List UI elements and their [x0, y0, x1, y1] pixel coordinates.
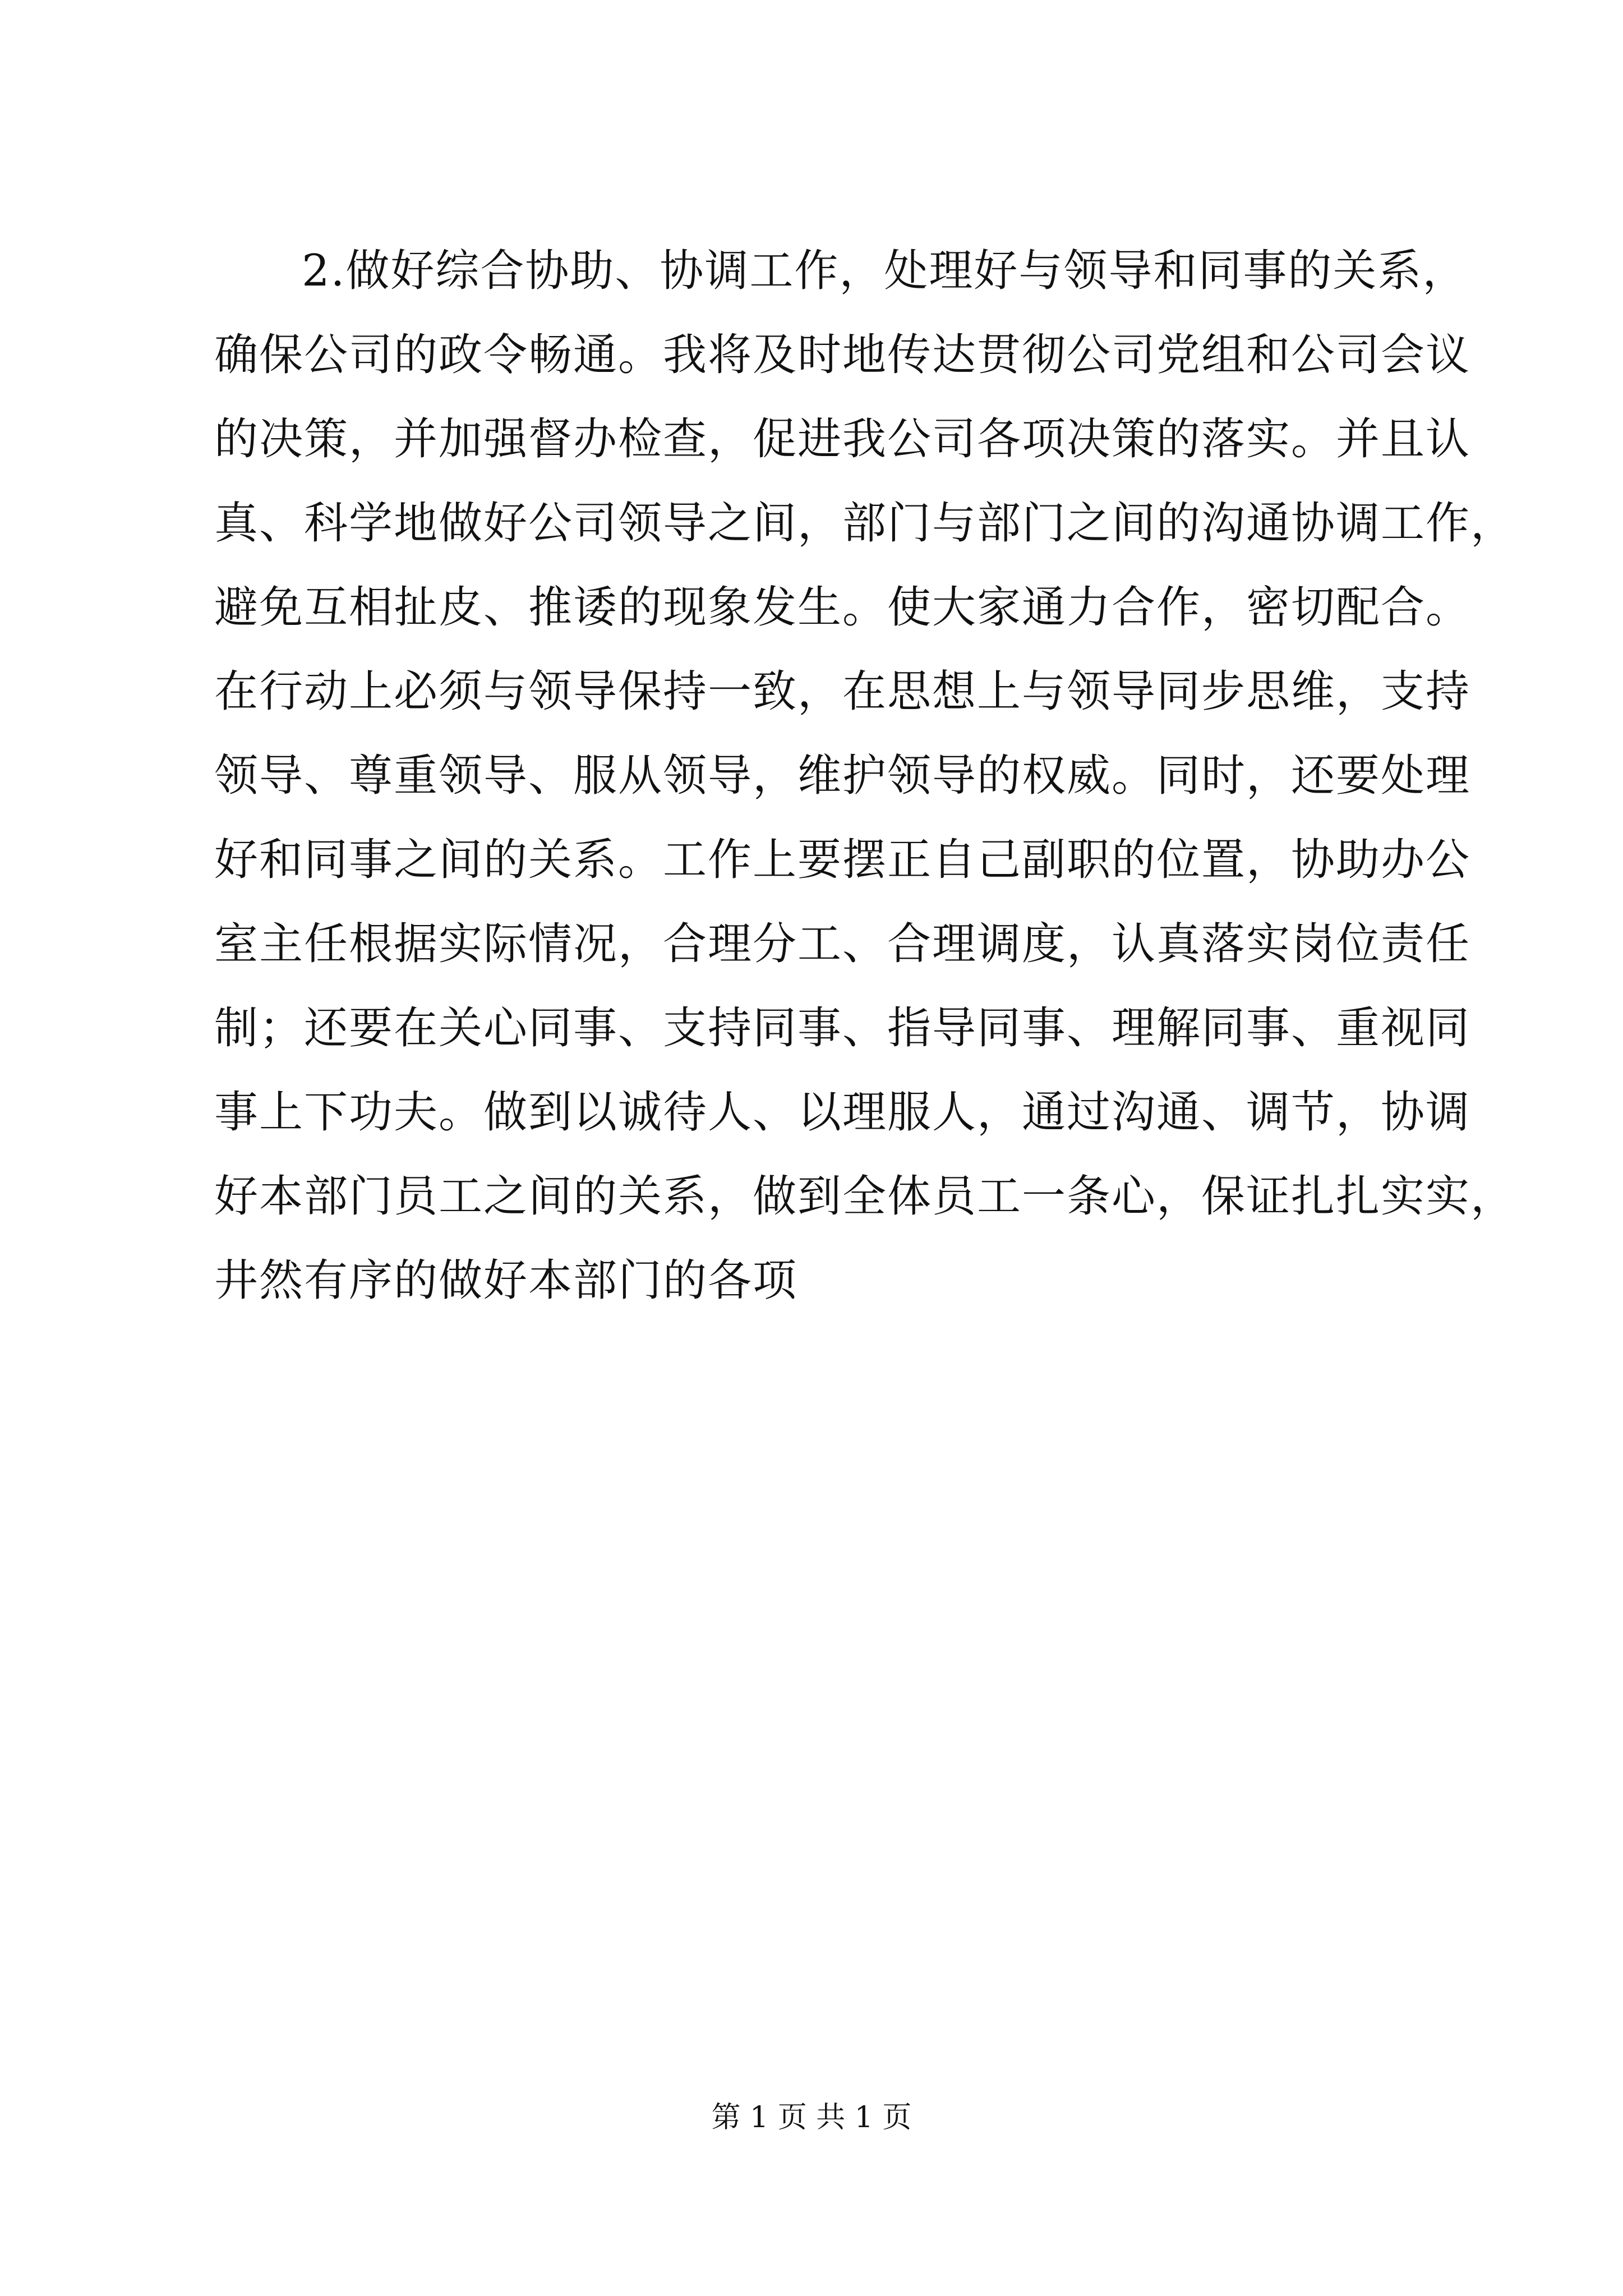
paragraph-line: 事上下功夫。做到以诚待人、以理服人，通过沟通、调节，协调: [214, 1087, 1471, 1138]
paragraph-line: 制；还要在关心同事、支持同事、指导同事、理解同事、重视同: [214, 1003, 1471, 1053]
paragraph-line: 在行动上必须与领导保持一致，在思想上与领导同步思维，支持: [214, 666, 1471, 717]
paragraph-body: [214, 229, 1516, 1323]
paragraph-line: 室主任根据实际情况，合理分工、合理调度，认真落实岗位责任: [214, 919, 1471, 969]
paragraph-line: 井然有序的做好本部门的各项: [214, 1255, 798, 1306]
paragraph-line: 真、科学地做好公司领导之间，部门与部门之间的沟通协调工作，: [214, 498, 1516, 549]
paragraph-line: 领导、尊重领导、服从领导，维护领导的权威。同时，还要处理: [214, 751, 1471, 801]
paragraph-line: 好和同事之间的关系。工作上要摆正自己副职的位置，协助办公: [214, 835, 1471, 885]
paragraph-line: 2.做好综合协助、协调工作，处理好与领导和同事的关系，: [302, 246, 1468, 296]
paragraph-line: 的决策，并加强督办检查，促进我公司各项决策的落实。并且认: [214, 414, 1471, 464]
paragraph-line: 确保公司的政令畅通。我将及时地传达贯彻公司党组和公司会议: [214, 330, 1471, 380]
paragraph-line: 避免互相扯皮、推诿的现象发生。使大家通力合作，密切配合。: [214, 582, 1471, 633]
page-number-footer: 第 1 页 共 1 页: [711, 2101, 912, 2134]
paragraph-line: 好本部门员工之间的关系，做到全体员工一条心，保证扎扎实实，: [214, 1171, 1516, 1222]
